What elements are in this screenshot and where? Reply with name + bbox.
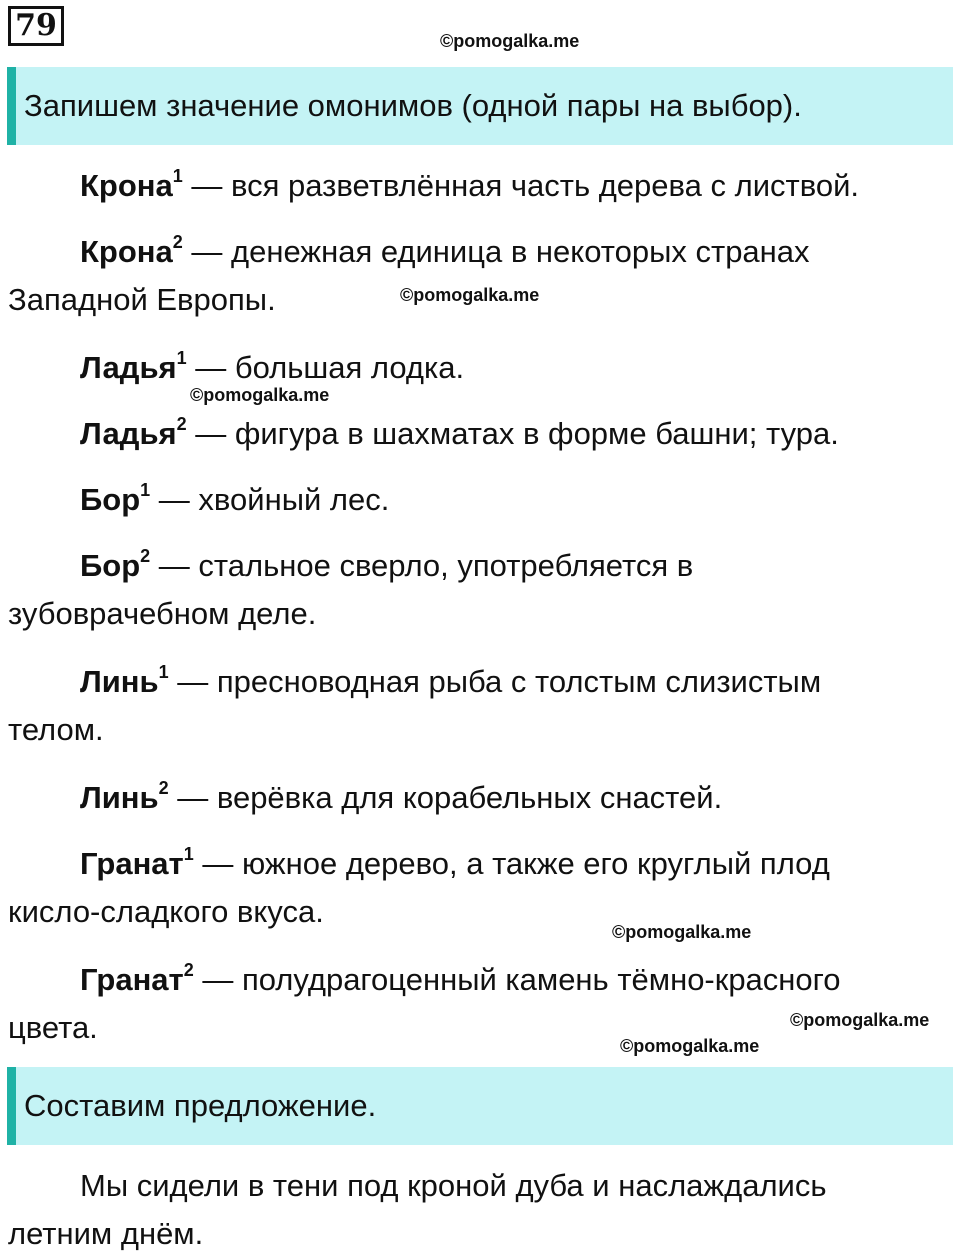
definition-continuation: кисло-сладкого вкуса. (8, 894, 324, 929)
definition-text: — пресноводная рыба с толстым слизистым (168, 664, 822, 699)
definition-continuation: Западной Европы. (8, 282, 276, 317)
definition-text: — верёвка для корабельных снастей. (168, 780, 723, 815)
term: Бор$^2$ (80, 546, 151, 583)
term: Бор$^1$ (80, 480, 151, 517)
definition-text: — полудрагоценный камень тёмно-красного (193, 962, 841, 997)
task-number: 79 (8, 6, 64, 46)
definition-text: — фигура в шахматах в форме башни; тура. (186, 416, 839, 451)
term: Линь$^2$ (80, 778, 169, 815)
definition-text: — хвойный лес. (150, 482, 390, 517)
term: Ладья$^2$ (80, 414, 187, 451)
definition-text: — южное дерево, а также его круглый плод (193, 846, 830, 881)
definition-continuation: зубоврачебном деле. (8, 596, 317, 631)
definition-text: — вся разветвлённая часть дерева с листвой. (182, 168, 860, 203)
term: Линь$^1$ (80, 662, 169, 699)
section-header-homonyms (7, 67, 953, 145)
sentence-line: Мы сидели в тени под кроной дуба и наслаждались (80, 1168, 827, 1203)
term: Гранат$^1$ (80, 844, 194, 881)
sentence-continuation: летним днём. (8, 1216, 204, 1251)
section-header-sentence (7, 1067, 953, 1145)
definition-text: — стальное сверло, употребляется в (150, 548, 694, 583)
watermark: ©pomogalka.me (190, 385, 330, 405)
watermark: ©pomogalka.me (400, 285, 540, 305)
section-title: Составим предложение. (24, 1088, 377, 1123)
section-title: Запишем значение омонимов (одной пары на выбор). (24, 88, 802, 123)
definition-entry (8, 658, 948, 754)
definition-entry (8, 410, 948, 458)
definition-entry (8, 476, 948, 524)
definition-entry (8, 344, 948, 392)
term: Гранат$^2$ (80, 960, 194, 997)
definition-continuation: телом. (8, 712, 104, 747)
term: Крона$^1$ (80, 166, 183, 203)
definition-text: — денежная единица в некоторых странах (182, 234, 810, 269)
definition-entry (8, 840, 948, 936)
term: Ладья$^1$ (80, 348, 187, 385)
definition-entry (8, 774, 948, 822)
definition-entry (8, 162, 948, 210)
watermark: ©pomogalka.me (440, 31, 580, 51)
definition-entry (8, 228, 948, 324)
watermark: ©pomogalka.me (612, 922, 752, 942)
definition-entry (8, 542, 948, 638)
watermark: ©pomogalka.me (790, 1010, 930, 1030)
example-sentence (8, 1162, 948, 1258)
definition-text: — большая лодка. (186, 350, 465, 385)
term: Крона$^2$ (80, 232, 183, 269)
definition-continuation: цвета. (8, 1010, 98, 1045)
definition-entry (8, 956, 948, 1052)
watermark: ©pomogalka.me (620, 1036, 760, 1056)
